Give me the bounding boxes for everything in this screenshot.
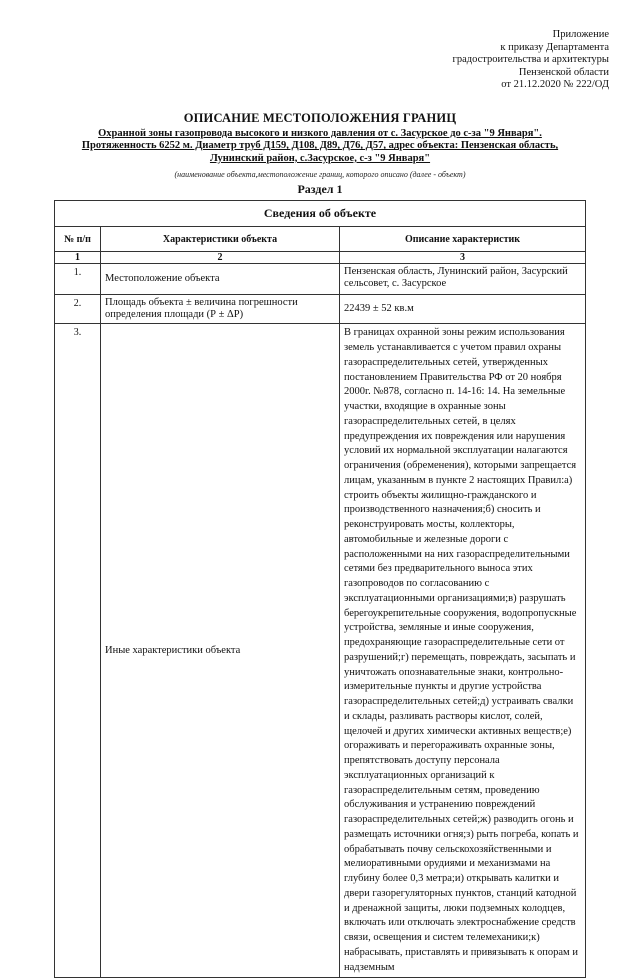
object-subject	[60, 128, 580, 165]
table-row	[55, 295, 586, 324]
row-number: 2.	[55, 295, 101, 324]
subject-line: Лунинский район, с.Засурское, с-з "9 Января"	[209, 152, 431, 164]
section-title: Раздел 1	[297, 182, 343, 196]
header-description: Описание характеристик	[340, 227, 586, 252]
row-characteristic: Площадь объекта ± величина погрешности определения площади (Р ± ΔР)	[101, 295, 340, 324]
appendix-line: от 21.12.2020 № 222/ОД	[501, 79, 609, 91]
appendix-line: Приложение	[552, 29, 609, 40]
appendix-line: градостроительства и архитектуры	[452, 54, 609, 66]
subject-line: Протяженность 6252 м. Диаметр труб Д159, Д108, Д89, Д76, Д57, адрес объекта: Пензенская область,	[81, 140, 559, 152]
header-number: № п/п	[55, 227, 101, 252]
appendix-line: Пензенской области	[518, 66, 609, 78]
column-number: 3	[340, 252, 586, 264]
table-row	[55, 324, 586, 978]
header-characteristic: Характеристики объекта	[101, 227, 340, 252]
column-number: 1	[55, 252, 101, 264]
row-number: 3.	[55, 324, 101, 978]
table-row	[55, 264, 586, 295]
row-characteristic: Иные характеристики объекта	[101, 324, 340, 978]
table-caption: Сведения об объекте	[55, 201, 586, 227]
row-description: Пензенская область, Лунинский район, Засурский сельсовет, с. Засурское	[340, 264, 586, 295]
column-number: 2	[101, 252, 340, 264]
object-info-table	[54, 200, 586, 978]
row-description: В границах охранной зоны режим использования земель устанавливается с учетом правил охраны газораспределительных сетей, утвержденных постановлением Правительства РФ от 20 ноября 2000г. №878, согласно п. 14-16: 14. На земельные участки, входящие в охранные зоны газораспределительных сетей, в целях предупреждения их повреждения или нарушения условий их нормальной эксплуатации налагаются ограничения (обременения), которыми запрещается лицам, указанным в пункте 2 настоящих Правил:а) строить объекты жилищно-гражданского и производственного назначения;б) сносить и реконструировать мосты, коллекторы, автомобильные и железные дороги с расположенными на них газораспределительными сетями без предварительного выноса этих газопроводов по согласованию с эксплуатационными организациями;в) разрушать берегоукрепительные сооружения, водопропускные устройства, земляные и иные сооружения, предохраняющие газораспределительные сети от разрушений;г) перемещать, повреждать, засыпать и уничтожать опознавательные знаки, контрольно-измерительные пункты и другие устройства газораспределительных сетей;д) устраивать свалки и склады, разливать растворы кислот, солей, щелочей и других химически активных веществ;е) огораживать и перегораживать охранные зоны, препятствовать доступу персонала эксплуатационных организаций к газораспределительным сетям, проведению обслуживания и устранению повреждений газораспределительных сетей;ж) разводить огонь и размещать источники огня;з) рыть погреба, копать и обрабатывать почву сельскохозяйственными и мелиоративными орудиями и механизмами на глубину более 0,3 метра;и) открывать калитки и двери газорегуляторных пунктов, станций катодной и дренажной защиты, люки подземных колодцев, включать или отключать электроснабжение средств связи, освещения и систем телемеханики;к) набрасывать, приставлять и привязывать к опорам и надземным	[340, 324, 586, 978]
appendix-line: к приказу Департамента	[500, 41, 609, 53]
row-number: 1.	[55, 264, 101, 295]
subject-note: (наименование объекта,местоположение границ, которого описано (далее - объект)	[174, 170, 466, 179]
subject-line: Охранной зоны газопровода высокого и низкого давления от с. Засурское до с-за "9 Января".	[98, 128, 542, 139]
row-characteristic: Местоположение объекта	[101, 264, 340, 295]
appendix-block	[369, 29, 609, 92]
document-title: ОПИСАНИЕ МЕСТОПОЛОЖЕНИЯ ГРАНИЦ	[183, 111, 457, 125]
row-description: 22439 ± 52 кв.м	[340, 295, 586, 324]
